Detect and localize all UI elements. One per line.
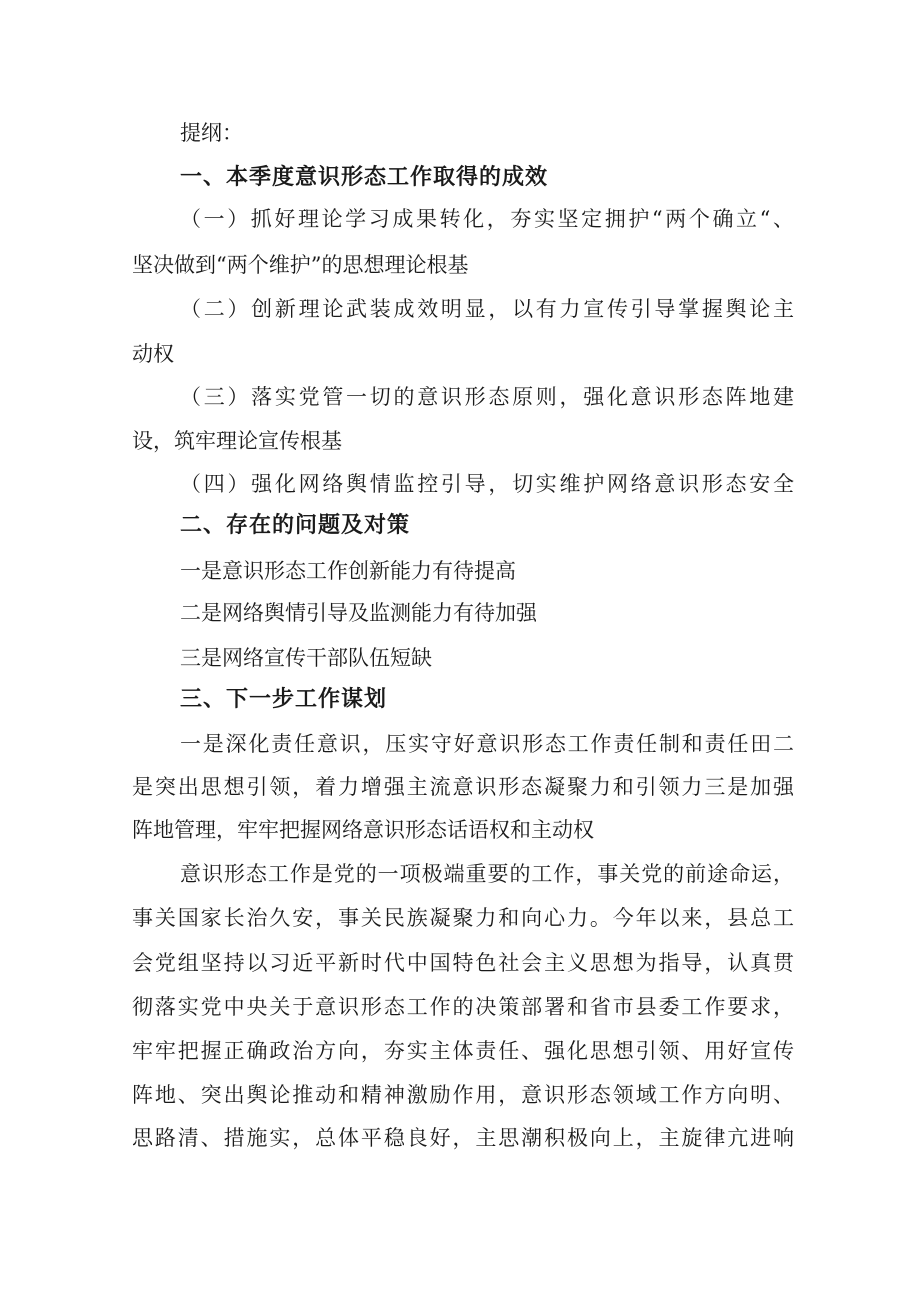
section-1-item-2-line-2: 动权 <box>132 342 174 366</box>
section-3-heading: 三、下一步工作谋划 <box>180 687 388 712</box>
section-3-line-3: 阵地管理，牢牢把握网络意识形态话语权和主动权 <box>132 818 594 842</box>
section-1-item-3-line-1: （三）落实党管一切的意识形态原则，强化意识形态阵地建 <box>180 385 794 409</box>
section-2-heading: 二、存在的问题及对策 <box>180 513 411 538</box>
section-1-heading: 一、本季度意识形态工作取得的成效 <box>180 165 549 190</box>
body-paragraph-line-6: 阵地、突出舆论推动和精神激励作用，意识形态领域工作方向明、 <box>132 1083 794 1107</box>
section-1-item-1-line-1: （一）抓好理论学习成果转化，夯实坚定拥护“两个确立“、 <box>180 207 794 231</box>
body-paragraph-line-7: 思路清、措施实，总体平稳良好，主思潮积极向上，主旋律亢进响 <box>132 1126 794 1150</box>
body-paragraph-line-3: 会党组坚持以习近平新时代中国特色社会主义思想为指导，认真贯 <box>132 951 794 975</box>
section-1-item-4-line-1: （四）强化网络舆情监控引导，切实维护网络意识形态安全 <box>180 472 794 496</box>
outline-label: 提纲： <box>180 121 243 145</box>
section-2-item-1: 一是意识形态工作创新能力有待提高 <box>180 559 516 583</box>
body-paragraph-line-4: 彻落实党中央关于意识形态工作的决策部署和省市县委工作要求， <box>132 995 794 1019</box>
section-1-item-1-line-2: 坚决做到“两个维护”的思想理论根基 <box>132 253 469 277</box>
body-paragraph-line-1: 意识形态工作是党的一项极端重要的工作，事关党的前途命运， <box>180 862 794 886</box>
body-paragraph-line-2: 事关国家长治久安，事关民族凝聚力和向心力。今年以来，县总工 <box>132 906 794 930</box>
body-paragraph-line-5: 牢牢把握正确政治方向，夯实主体责任、强化思想引领、用好宣传 <box>132 1039 794 1063</box>
section-3-line-2: 是突出思想引领，着力增强主流意识形态凝聚力和引领力三是加强 <box>132 775 794 799</box>
section-2-item-3: 三是网络宣传干部队伍短缺 <box>180 646 432 670</box>
section-1-item-2-line-1: （二）创新理论武装成效明显，以有力宣传引导掌握舆论主 <box>180 297 794 321</box>
section-3-line-1: 一是深化责任意识，压实守好意识形态工作责任制和责任田二 <box>180 732 794 756</box>
section-1-item-3-line-2: 设，筑牢理论宣传根基 <box>132 429 342 453</box>
section-2-item-2: 二是网络舆情引导及监测能力有待加强 <box>180 601 537 625</box>
